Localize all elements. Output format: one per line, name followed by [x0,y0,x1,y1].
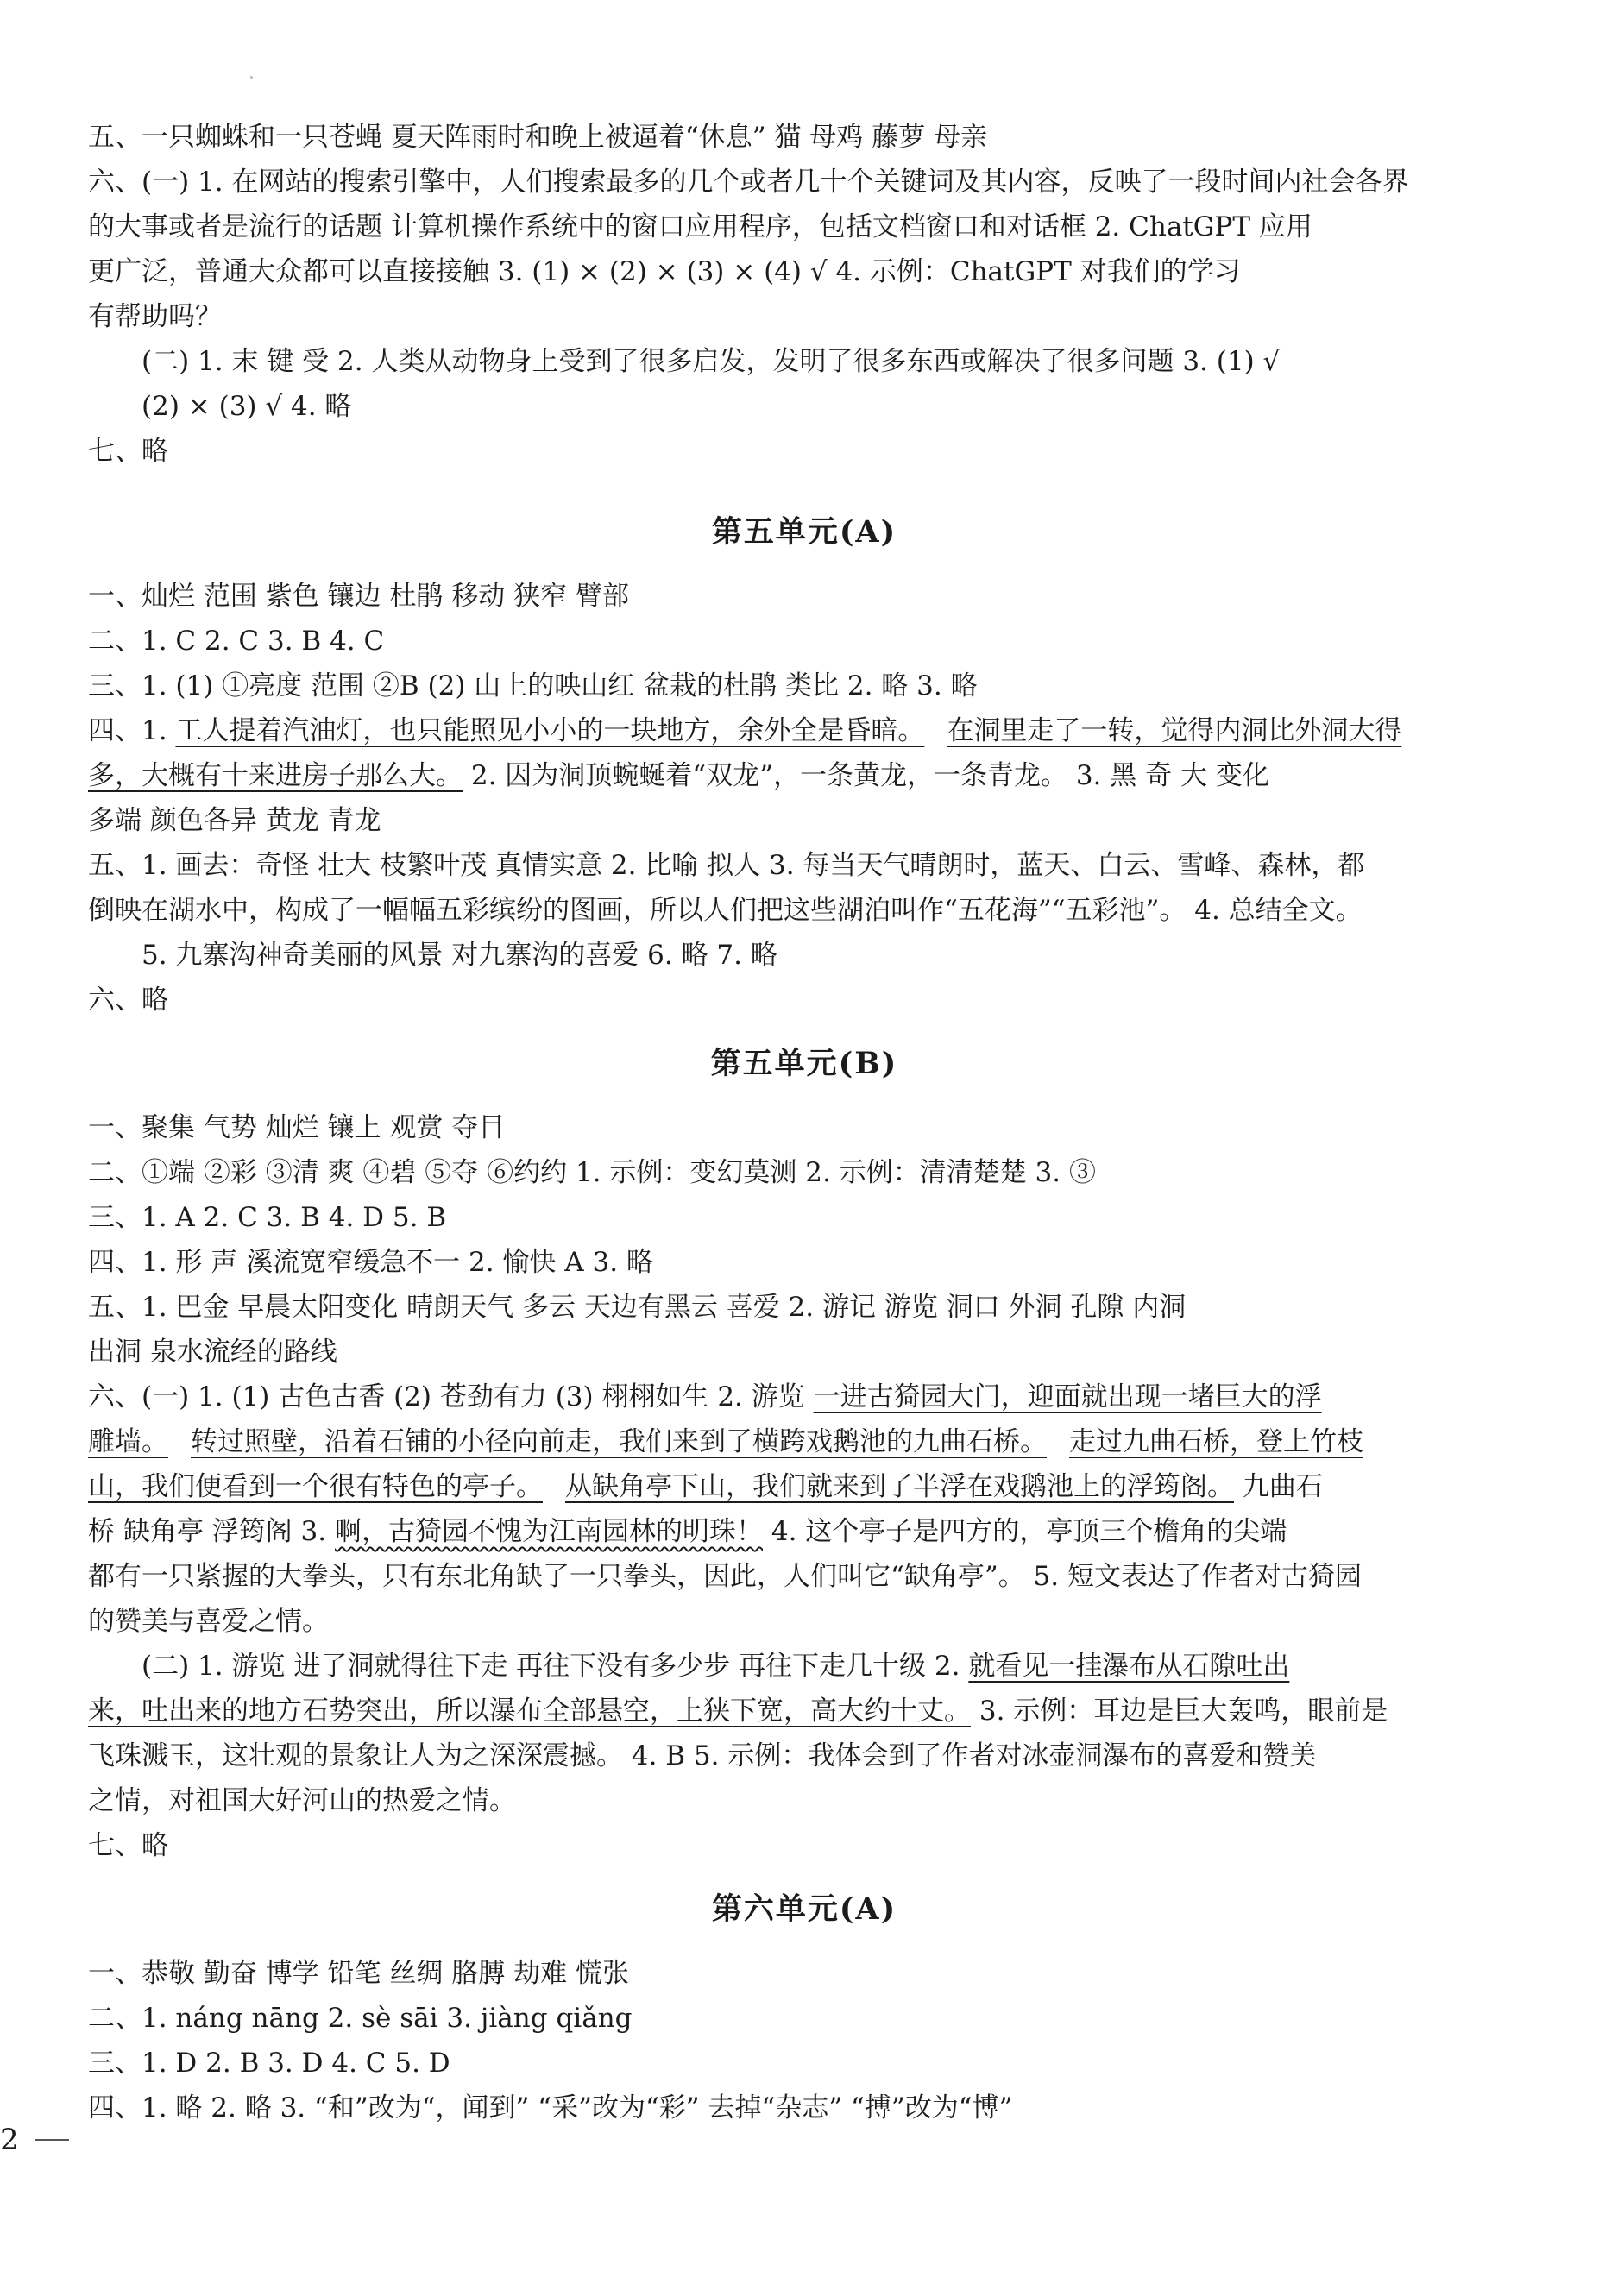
answer-line: 飞珠溅玉，这壮观的景象让人为之深深震撼。 4. B 5. 示例：我体会到了作者对冰壶洞瀑布的喜爱和赞美 [88,1740,1317,1771]
underlined-answer: 雕墙。 [88,1426,168,1457]
answer-line [88,1375,1520,1419]
answer-line [88,1509,1520,1554]
answer-line: 五、一只蜘蛛和一只苍蝇 夏天阵雨时和晚上被逼着“休息” 猫 母鸡 藤萝 母亲 [88,122,987,153]
answer-line: 三、1. D 2. B 3. D 4. C 5. D [88,2048,450,2079]
answer-text: 2. 因为洞顶蜿蜒着“双龙”，一条黄龙，一条青龙。 3. 黑 奇 大 变化 [463,760,1269,791]
answer-content [88,115,1520,2130]
answer-line [88,1464,1520,1509]
answer-line: 5. 九寨沟神奇美丽的风景 对九寨沟的喜爱 6. 略 7. 略 [142,940,777,971]
answer-text: 3. 示例：耳边是巨大轰鸣，眼前是 [971,1696,1388,1727]
answer-line: 一、灿烂 范围 紫色 镶边 杜鹃 移动 狭窄 臂部 [88,581,629,612]
section-heading: 第五单元(A) [711,514,897,550]
answer-line: 五、1. 画去：奇怪 壮大 枝繁叶茂 真情实意 2. 比喻 拟人 3. 每当天气晴朗时，蓝天、白云、雪峰、森林，都 [88,850,1365,881]
wavy-underlined-answer: 啊，古猗园不愧为江南园林的明珠！ [335,1516,763,1547]
answer-line [88,1689,1520,1733]
answer-line: (2) × (3) √ 4. 略 [142,391,352,422]
answer-line: 一、聚集 气势 灿烂 镶上 观赏 夺目 [88,1112,506,1143]
underlined-answer: 工人提着汽油灯，也只能照见小小的一块地方，余外全是昏暗。 [175,715,925,746]
answer-line [88,1644,1520,1689]
answer-text: (二) 1. 游览 进了洞就得往下走 再往下没有多少步 再往下走几十级 2. [142,1651,969,1682]
answer-line: 二、1. C 2. C 3. B 4. C [88,626,385,657]
answer-line: (二) 1. 末 键 受 2. 人类从动物身上受到了很多启发，发明了很多东西或解决了很多问题 3. (1) √ [142,346,1281,377]
answer-line: 七、略 [88,1830,168,1861]
answer-line: 四、1. 形 声 溪流宽窄缓急不一 2. 愉快 A 3. 略 [88,1247,653,1278]
answer-line: 之情，对祖国大好河山的热爱之情。 [88,1785,516,1816]
answer-line: 更广泛，普通大众都可以直接接触 3. (1) × (2) × (3) × (4) √ 4. 示例：ChatGPT 对我们的学习 [88,256,1241,287]
answer-line: 六、略 [88,985,168,1016]
page-number-dash [35,2139,69,2141]
answer-line: 有帮助吗？ [88,301,222,332]
underlined-answer: 一进古猗园大门，迎面就出现一堵巨大的浮 [813,1381,1322,1413]
answer-line: 的大事或者是流行的话题 计算机操作系统中的窗口应用程序，包括文档窗口和对话框 2. ChatGPT 应用 [88,211,1312,242]
answer-line: 倒映在湖水中，构成了一幅幅五彩缤纷的图画，所以人们把这些湖泊叫作“五花海”“五彩池”。 4. 总结全文。 [88,895,1363,926]
underlined-answer: 就看见一挂瀑布从石隙吐出 [968,1651,1290,1682]
scan-speck [250,76,253,79]
underlined-answer: 来，吐出来的地方石势突出，所以瀑布全部悬空，上狭下宽，高大约十丈。 [88,1696,971,1727]
answer-text: 桥 缺角亭 浮筠阁 3. [88,1516,335,1547]
answer-line: 四、1. 略 2. 略 3. “和”改为“，闻到” “采”改为“彩” 去掉“杂志” “搏”改为“博” [88,2092,1013,2124]
answer-line: 三、1. A 2. C 3. B 4. D 5. B [88,1202,447,1233]
answer-line [88,753,1520,798]
answer-line: 二、1. náng nāng 2. sè sāi 3. jiàng qiǎng [88,2003,633,2034]
answer-text: 六、(一) 1. (1) 古色古香 (2) 苍劲有力 (3) 栩栩如生 2. 游览 [88,1381,814,1413]
answer-line: 三、1. (1) ①亮度 范围 ②B (2) 山上的映山红 盆栽的杜鹃 类比 2. 略 3. 略 [88,670,978,702]
page-number: 2 [0,2123,19,2157]
answer-line: 七、略 [88,436,168,467]
answer-line [88,1419,1520,1464]
section-heading: 第六单元(A) [711,1891,897,1927]
section-heading: 第五单元(B) [710,1046,898,1081]
answer-text: 九曲石 [1234,1471,1323,1502]
answer-line: 二、①端 ②彩 ③清 爽 ④碧 ⑤夺 ⑥约约 1. 示例：变幻莫测 2. 示例：清清楚楚 3. ③ [88,1157,1096,1188]
answer-line: 都有一只紧握的大拳头，只有东北角缺了一只拳头，因此，人们叫它“缺角亭”。 5. 短文表达了作者对古猗园 [88,1561,1362,1592]
underlined-answer: 在洞里走了一转，觉得内洞比外洞大得 [947,715,1402,746]
answer-line [88,708,1520,753]
underlined-answer: 走过九曲石桥，登上竹枝 [1069,1426,1363,1457]
answer-line: 的赞美与喜爱之情。 [88,1606,329,1637]
answer-line: 六、(一) 1. 在网站的搜索引擎中，人们搜索最多的几个或者几十个关键词及其内容，反映了一段时间内社会各界 [88,167,1409,198]
answer-line: 五、1. 巴金 早晨太阳变化 晴朗天气 多云 天边有黑云 喜爱 2. 游记 游览 洞口 外洞 孔隙 内洞 [88,1292,1187,1323]
underlined-answer: 转过照壁，沿着石铺的小径向前走，我们来到了横跨戏鹅池的九曲石桥。 [191,1426,1047,1457]
answer-line: 出洞 泉水流经的路线 [88,1337,337,1368]
answer-text: 4. 这个亭子是四方的，亭顶三个檐角的尖端 [763,1516,1287,1547]
underlined-answer: 从缺角亭下山，我们就来到了半浮在戏鹅池上的浮筠阁。 [565,1471,1234,1502]
answer-text: 四、1. [88,715,176,746]
answer-line: 一、恭敬 勤奋 博学 铅笔 丝绸 胳膊 劫难 慌张 [88,1958,629,1989]
underlined-answer: 山，我们便看到一个很有特色的亭子。 [88,1471,543,1502]
underlined-answer: 多，大概有十来进房子那么大。 [88,760,463,791]
answer-line: 多端 颜色各异 黄龙 青龙 [88,805,381,836]
